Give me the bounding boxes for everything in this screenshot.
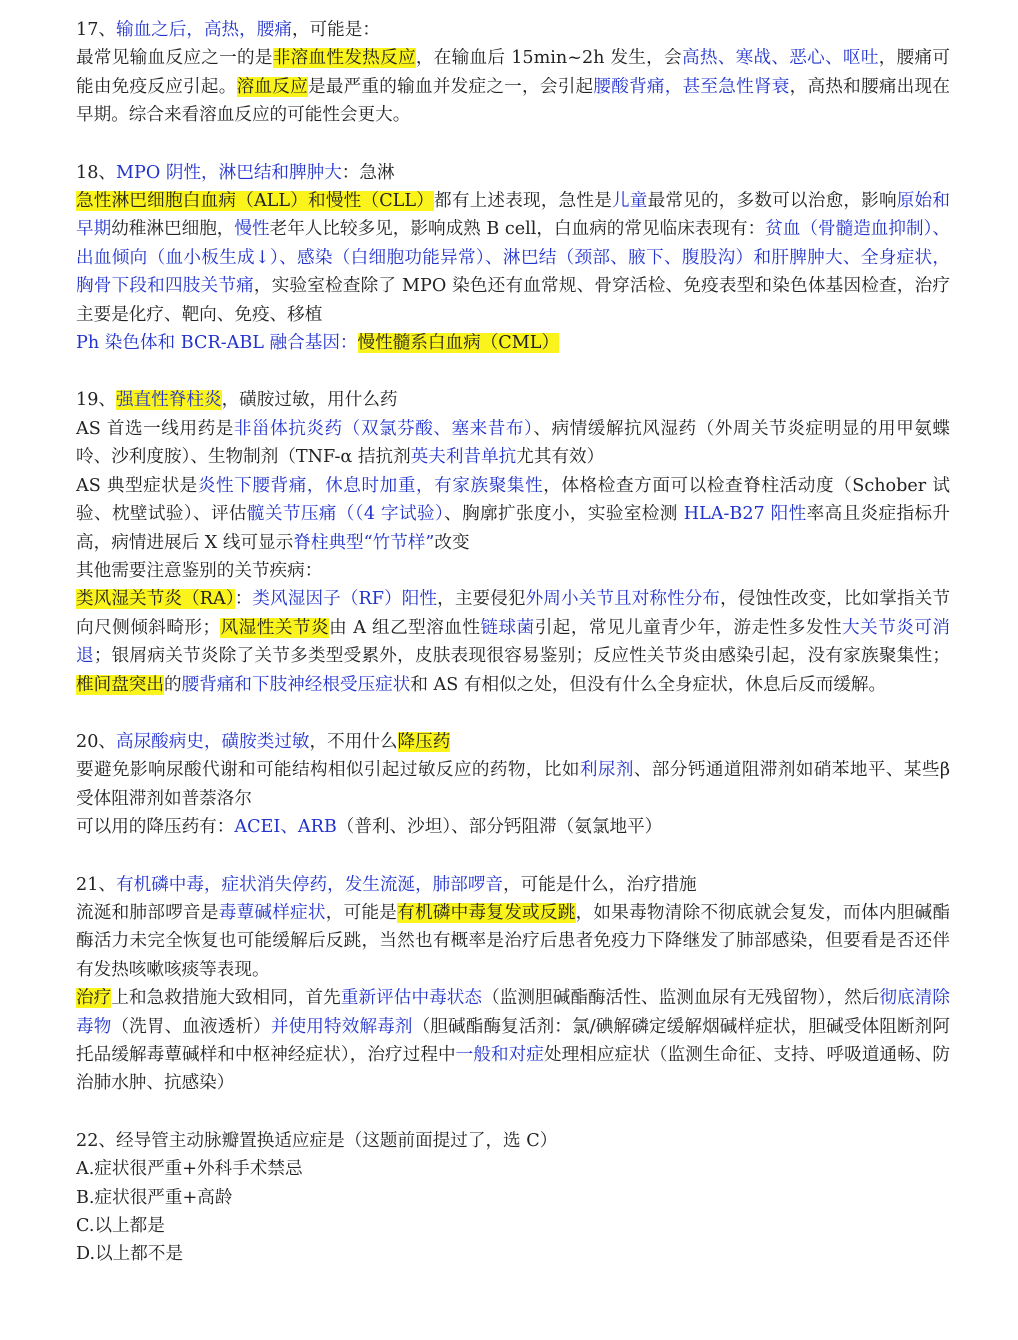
text-run: （普利、沙坦）、部分钙阻滞（氨氯地平） [336, 817, 663, 838]
question-section [76, 16, 950, 130]
highlighted-text: 溶血反应 [236, 76, 308, 97]
question-title [76, 159, 950, 187]
text-run: AS 首选一线用药是 [76, 418, 234, 439]
text-run: 都有上述表现，急性是 [434, 191, 613, 212]
emphasis-text: ACEI、ARB [234, 817, 337, 838]
text-run: ；银屑病关节炎除了关节多类型受累外，皮肤表现很容易鉴别；反应性关节炎由感染引起，没有家族聚集性； [93, 646, 950, 667]
text-run: 18、 [76, 162, 116, 183]
paragraph [76, 756, 956, 813]
text-run: ，不用什么 [309, 731, 398, 752]
question-section [76, 1127, 950, 1269]
text-run: 和 AS 有相似之处，但没有什么全身症状，休息后反而缓解。 [410, 674, 887, 695]
text-run: 老年人比较多见，影响成熟 B cell，白血病的常见临床表现有： [269, 219, 766, 240]
emphasis-text: 慢性 [234, 219, 270, 240]
question-title [76, 1127, 950, 1155]
emphasis-text: 链球菌 [480, 617, 535, 638]
text-run: 要避免影响尿酸代谢和可能结构相似引起过敏反应的药物，比如 [76, 760, 580, 781]
text-run: 20、 [76, 731, 116, 752]
paragraph [76, 813, 950, 841]
text-run: 22、经导管主动脉瓣置换适应症是（这题前面提过了，选 C） [76, 1130, 558, 1151]
emphasis-text: 脊柱典型“竹节样” [293, 532, 435, 553]
text-run: ，实验室检查除了 MPO 染色还有血常规、骨穿活检、免疫表型和染色体基因检查，治疗主要是化疗、靶向、免疫、移植 [76, 276, 950, 325]
text-run: C.以上都是 [76, 1216, 165, 1237]
highlighted-text: 类风湿关节炎（RA） [76, 589, 235, 610]
text-run: ，主要侵犯 [437, 589, 526, 610]
document-body [76, 16, 956, 1298]
text-run: ： [234, 589, 253, 610]
text-run: 其他需要注意鉴别的关节疾病： [76, 560, 323, 581]
text-run: ，如果毒物清除不彻底就会复发，而体内胆碱酯酶活力未完全恢复也可能缓解后反跳，当然也有概率是治疗后患者免疫力下降继发了肺部感染，但要看是否还伴有发热咳嗽咳痰等表现。 [76, 902, 950, 980]
text-run: 17、 [76, 20, 116, 40]
text-run: （洗胃、血液透析） [111, 1016, 271, 1037]
emphasis-text: 有机磷中毒，症状消失停药，发生流涎，肺部啰音 [115, 874, 504, 895]
emphasis-text: 输血之后，高热，腰痛 [115, 20, 292, 40]
paragraph [76, 1184, 950, 1212]
highlighted-text: 风湿性关节炎 [220, 617, 330, 638]
paragraph [76, 899, 950, 984]
highlighted-text: 强直性脊柱炎 [115, 390, 222, 411]
emphasis-text: Ph 染色体和 BCR-ABL 融合基因： [76, 333, 358, 354]
emphasis-text: 利尿剂 [579, 760, 634, 781]
paragraph [76, 1212, 950, 1240]
text-run: 、病情缓解抗风湿药（外周关节炎症明显的用甲氨蝶呤、沙利度胺）、生物制剂（TNF-α 拮抗剂 [76, 418, 950, 468]
text-run: AS 典型症状是 [76, 475, 198, 496]
highlighted-text: 椎间盘突出 [76, 674, 164, 695]
text-run: 最常见的，多数可以治愈，影响 [647, 191, 897, 212]
emphasis-text: 一般和对症 [455, 1045, 544, 1065]
emphasis-text: 原始和早期 [76, 191, 950, 240]
highlighted-text: 急性淋巴细胞白血病（ALL）和慢性（CLL） [76, 191, 435, 212]
emphasis-text: 炎性下腰背痛，休息时加重，有家族聚集性 [197, 475, 544, 496]
text-run: 、部分钙通道阻滞剂如硝苯地平、某些β 受体阻滞剂如普萘洛尔 [76, 760, 956, 809]
text-run: ，高热和腰痛出现在早期。综合来看溶血反应的可能性会更大。 [76, 76, 950, 126]
text-run: 的 [163, 674, 182, 695]
question-section [76, 728, 956, 842]
paragraph [76, 557, 950, 585]
paragraph [76, 329, 950, 357]
text-run: ，可能是 [325, 902, 398, 923]
text-run: B.症状很严重+高龄 [76, 1187, 233, 1208]
text-run: （监测胆碱酯酶活性、监测血尿有无残留物），然后 [482, 988, 880, 1009]
text-run: ，在输血后 15min~2h 发生，会 [415, 48, 682, 69]
paragraph [76, 472, 950, 557]
text-run: 、胸廓扩张度小，实验室检测 [444, 504, 684, 525]
emphasis-text: 重新评估中毒状态 [340, 988, 483, 1009]
paragraph [76, 984, 950, 1098]
emphasis-text: 非甾体抗炎药（双氯芬酸、塞来昔布） [233, 418, 534, 439]
emphasis-text: 彻底清除毒物 [76, 988, 950, 1037]
text-run: ，可能是： [291, 20, 380, 40]
highlighted-text: 有机磷中毒复发或反跳 [397, 902, 576, 923]
emphasis-text: MPO 阴性，淋巴结和脾肿大 [115, 162, 342, 183]
text-run: 最常见输血反应之一的是 [76, 48, 273, 69]
paragraph [76, 1240, 950, 1268]
question-title [76, 386, 950, 414]
question-title [76, 16, 950, 44]
emphasis-text: 毒蕈碱样症状 [218, 902, 326, 923]
text-run: A.症状很严重+外科手术禁忌 [76, 1159, 303, 1180]
text-run: 上和急救措施大致相同，首先 [111, 988, 341, 1009]
highlighted-text: 治疗 [76, 988, 112, 1009]
emphasis-text: 高尿酸病史，磺胺类过敏 [115, 731, 310, 752]
text-run: 流涎和肺部啰音是 [76, 902, 219, 923]
emphasis-text: 外周小关节且对称性分布 [525, 589, 721, 610]
emphasis-text: 腰背痛和下肢神经根受压症状 [181, 674, 411, 695]
paragraph [76, 187, 950, 329]
question-section [76, 386, 950, 698]
question-section [76, 871, 950, 1098]
text-run: 21、 [76, 874, 116, 895]
highlighted-text: 降压药 [397, 731, 451, 752]
paragraph [76, 415, 950, 472]
text-run: ，腰痛可能由免疫反应引起。 [76, 48, 950, 97]
emphasis-text: 高热、寒战、恶心、呕吐 [681, 48, 879, 69]
text-run: 引起，常见儿童青少年，游走性多发性 [534, 617, 842, 638]
text-run: 幼稚淋巴细胞， [111, 219, 235, 240]
highlighted-text: 慢性髓系白血病（CML） [357, 333, 560, 354]
text-run: 可以用的降压药有： [76, 817, 235, 838]
text-run: D.以上都不是 [76, 1244, 184, 1265]
emphasis-text: 类风湿因子（RF）阳性 [252, 589, 438, 610]
text-run: 是最严重的输血并发症之一，会引起 [307, 76, 594, 97]
paragraph [76, 1155, 950, 1183]
text-run: 处理相应症状（监测生命征、支持、呼吸道通畅、防治肺水肿、抗感染） [76, 1045, 950, 1094]
text-run: ：急淋 [341, 162, 395, 183]
emphasis-text: 儿童 [612, 191, 648, 212]
emphasis-text: 贫血（骨髓造血抑制）、出血倾向（血小板生成↓）、感染（白细胞功能异常）、淋巴结（颈部、腋下、腹股沟）和肝脾肿大、全身症状，胸骨下段和四肢关节痛 [76, 219, 950, 297]
emphasis-text: 髋关节压痛（（4 字试验） [246, 504, 445, 525]
emphasis-text: 大关节炎可消退 [76, 617, 950, 667]
question-section [76, 159, 950, 358]
question-title [76, 728, 950, 756]
question-title [76, 871, 950, 899]
text-run: 率高且炎症指标升高，病情进展后 X 线可显示 [76, 504, 951, 553]
emphasis-text: 并使用特效解毒剂 [270, 1016, 413, 1037]
emphasis-text: HLA-B27 阳性 [683, 504, 807, 525]
paragraph [76, 44, 950, 129]
text-run: ，体格检查方面可以检查脊柱活动度（Schober 试验、枕壁试验）、评估 [76, 475, 950, 525]
text-run: ，可能是什么，治疗措施 [503, 874, 697, 895]
text-run: 改变 [434, 532, 470, 553]
text-run: （胆碱酯酶复活剂：氯/碘解磷定缓解烟碱样症状，胆碱受体阻断剂阿托品缓解毒蕈碱样和中枢神经症状），治疗过程中 [76, 1016, 950, 1065]
highlighted-text: 非溶血性发热反应 [272, 48, 416, 69]
emphasis-text: 腰酸背痛，甚至急性肾衰 [593, 76, 790, 97]
text-run: 由 A 组乙型溶血性 [329, 617, 481, 638]
text-run: ，磺胺过敏，用什么药 [221, 390, 398, 411]
text-run: 19、 [76, 390, 116, 411]
text-run: ，侵蚀性改变，比如掌指关节向尺侧倾斜畸形； [76, 589, 950, 638]
text-run: 尤其有效） [516, 447, 605, 468]
paragraph [76, 585, 950, 699]
emphasis-text: 英夫利昔单抗 [410, 447, 517, 468]
